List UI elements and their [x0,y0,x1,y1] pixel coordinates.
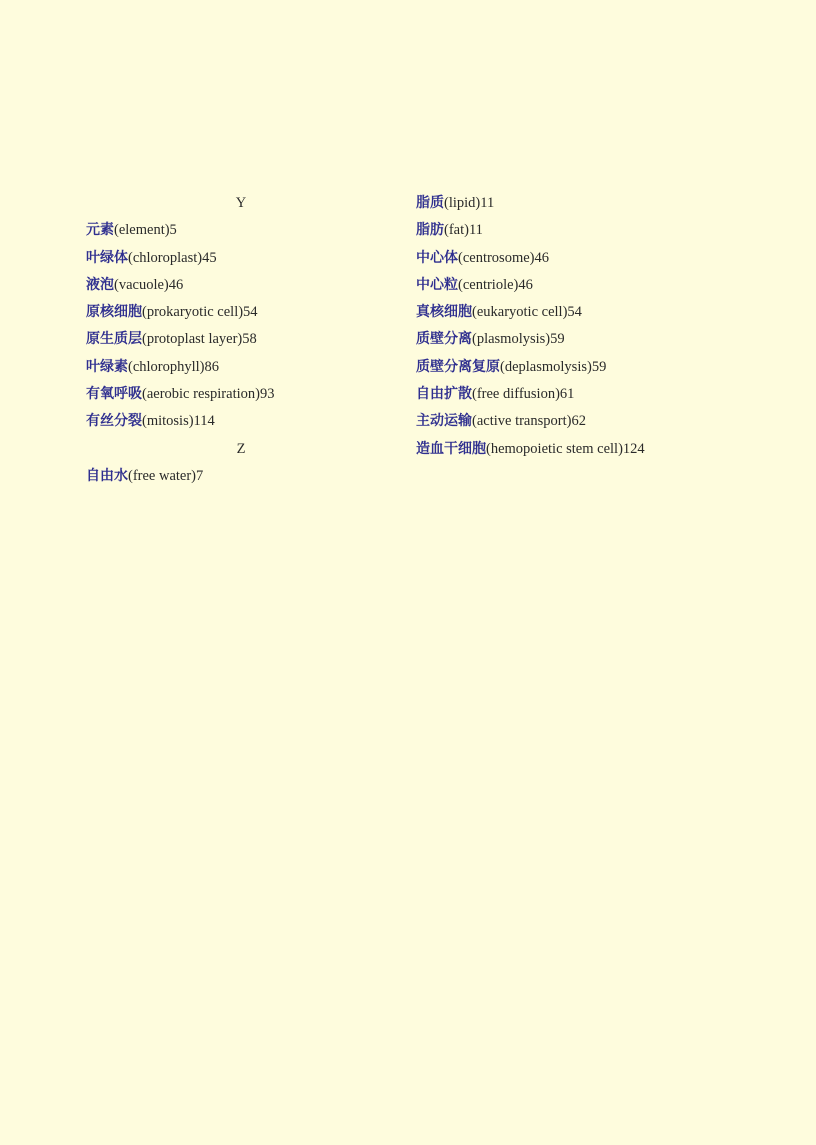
index-entry [416,299,796,326]
index-entry [416,272,796,299]
term-english-page: (mitosis)114 [142,413,215,430]
index-right-column [416,190,796,463]
index-entry [86,245,396,272]
term-english-page: (free water)7 [128,467,204,484]
index-entry [416,381,796,408]
index-heading-z: Z [236,440,246,457]
term-chinese: 中心粒 [416,276,458,293]
index-entry [416,326,796,353]
index-entry [416,245,796,272]
term-english-page: (eukaryotic cell)54 [472,304,582,321]
index-entry [86,408,396,435]
term-english-page: (centriole)46 [458,276,533,293]
index-heading-y: Y [235,195,247,211]
term-chinese: 自由水 [86,467,128,484]
term-chinese: 主动运输 [416,413,472,430]
index-entry [416,436,796,463]
term-chinese: 脂肪 [416,222,444,239]
term-english-page: (active transport)62 [472,413,586,430]
term-chinese: 元素 [86,222,114,239]
index-entry [86,299,396,326]
index-left-column [86,190,396,490]
term-english-page: (protoplast layer)58 [142,331,257,348]
term-english-page: (plasmolysis)59 [472,331,565,348]
index-entry [86,326,396,353]
index-entry [416,190,796,217]
term-english-page: (vacuole)46 [114,276,184,293]
term-chinese: 自由扩散 [416,386,472,403]
index-entry [416,408,796,435]
term-english-page: (element)5 [114,222,177,239]
term-chinese: 造血干细胞 [416,440,486,457]
index-entry [416,217,796,244]
term-english-page: (lipid)11 [444,195,495,211]
term-english-page: (chlorophyll)86 [128,358,220,375]
term-english-page: (aerobic respiration)93 [142,386,275,403]
index-entry [86,381,396,408]
index-entry [86,463,396,490]
index-entry [416,354,796,381]
term-english-page: (deplasmolysis)59 [500,358,607,375]
term-chinese: 有丝分裂 [86,413,142,430]
index-entry [86,217,396,244]
term-english-page: (prokaryotic cell)54 [142,304,258,321]
term-chinese: 液泡 [86,276,114,293]
term-english-page: (chloroplast)45 [128,249,217,266]
term-english-page: (free diffusion)61 [472,386,575,403]
index-entry [86,272,396,299]
term-english-page: (centrosome)46 [458,249,549,266]
term-english-page: (fat)11 [444,222,483,239]
index-entry [86,354,396,381]
term-chinese: 原生质层 [86,331,142,348]
term-chinese: 真核细胞 [416,304,472,321]
term-chinese: 叶绿体 [86,249,128,266]
term-chinese: 中心体 [416,249,458,266]
term-chinese: 质壁分离复原 [416,358,500,375]
term-chinese: 叶绿素 [86,358,128,375]
term-chinese: 原核细胞 [86,304,142,321]
term-english-page: (hemopoietic stem cell)124 [486,440,645,457]
term-chinese: 脂质 [416,195,444,211]
term-chinese: 有氧呼吸 [86,386,142,403]
term-chinese: 质壁分离 [416,331,472,348]
